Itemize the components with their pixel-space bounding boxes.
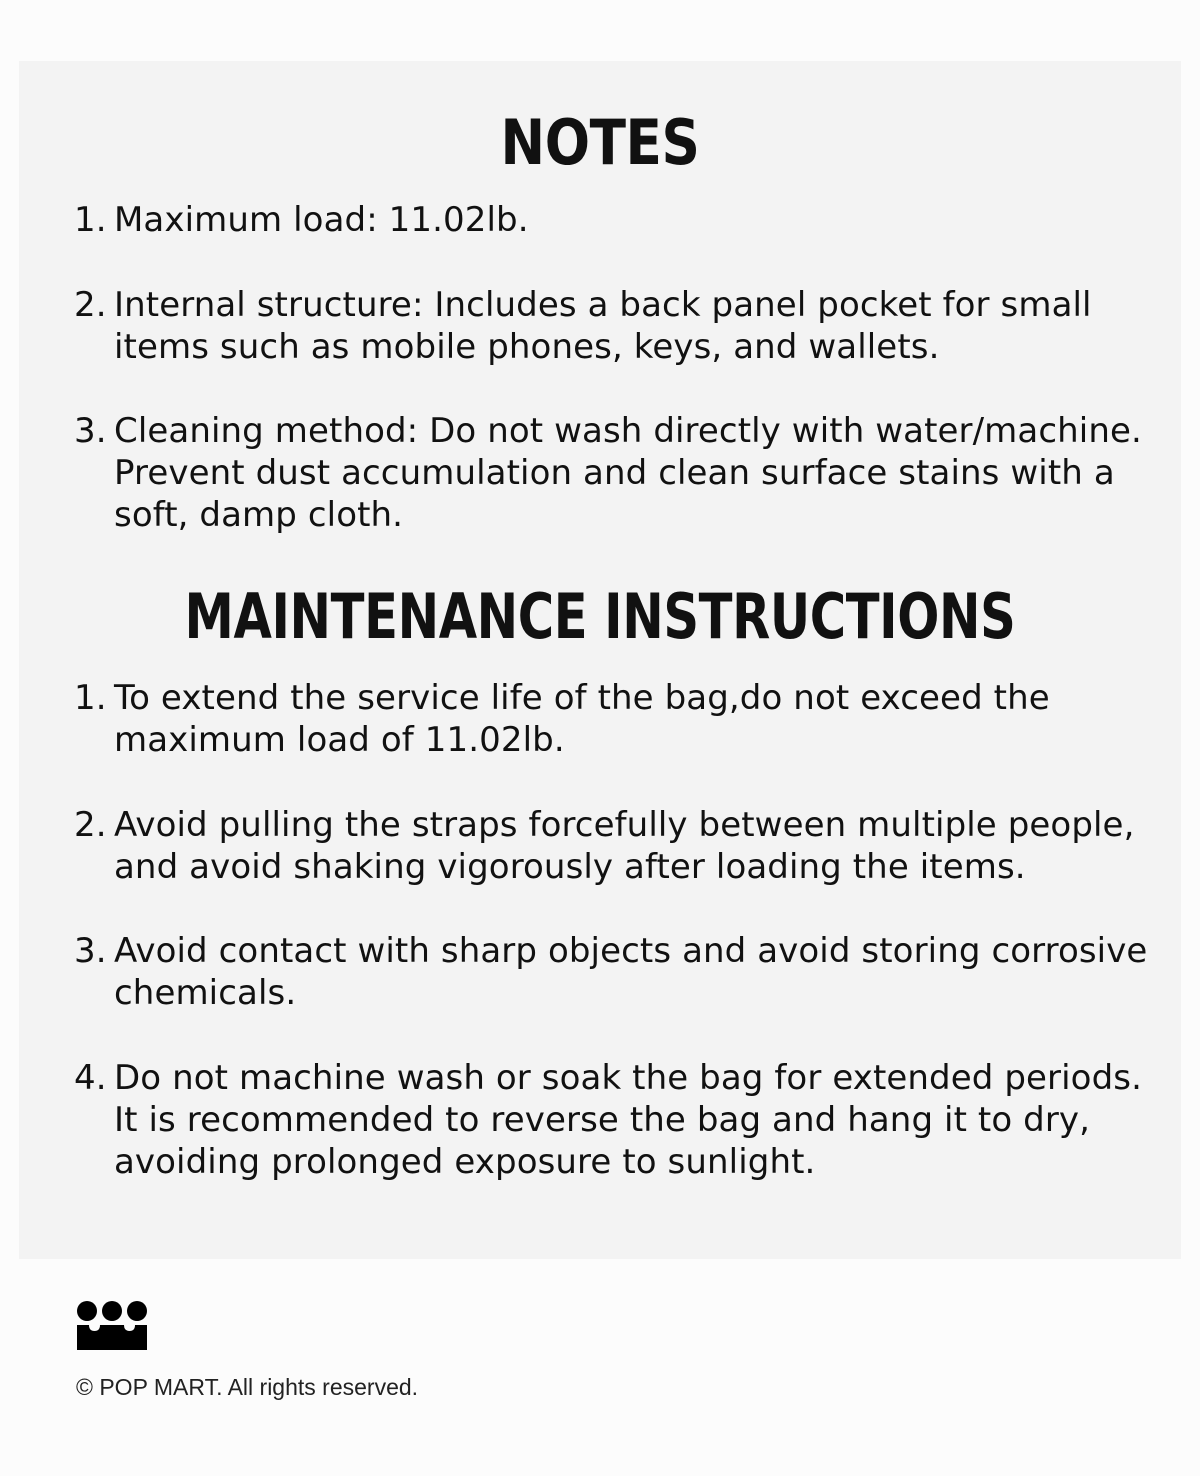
list-item-number: 3. bbox=[74, 411, 107, 451]
list-item-text: Internal structure: Includes a back panel pocket for small items such as mobile phones, keys, and wallets. bbox=[114, 285, 1092, 367]
list-item-number: 1. bbox=[74, 678, 107, 718]
notes-heading: NOTES bbox=[500, 106, 700, 179]
copyright-text: © POP MART. All rights reserved. bbox=[76, 1374, 419, 1400]
maintenance-heading: MAINTENANCE INSTRUCTIONS bbox=[184, 580, 1016, 653]
list-item-text: Maximum load: 11.02lb. bbox=[114, 200, 529, 240]
content-card bbox=[19, 61, 1181, 1259]
list-item-number: 3. bbox=[74, 931, 107, 971]
list-item-number: 4. bbox=[74, 1058, 107, 1098]
list-item-number: 2. bbox=[74, 285, 107, 325]
list-item-text: To extend the service life of the bag,do not exceed the maximum load of 11.02lb. bbox=[114, 678, 1050, 760]
list-item-number: 1. bbox=[74, 200, 107, 240]
list-item-text: Do not machine wash or soak the bag for extended periods. It is recommended to reverse the bag and hang it to dry, avoiding prolonged exposure to sunlight. bbox=[114, 1058, 1142, 1182]
list-item-text: Cleaning method: Do not wash directly with water/machine. Prevent dust accumulation and clean surface stains with a soft, damp cloth. bbox=[114, 411, 1142, 535]
list-item-number: 2. bbox=[74, 805, 107, 845]
pop-mart-logo-icon bbox=[76, 1300, 148, 1350]
list-item-text: Avoid pulling the straps forcefully between multiple people, and avoid shaking vigorously after loading the items. bbox=[114, 805, 1135, 887]
list-item-text: Avoid contact with sharp objects and avoid storing corrosive chemicals. bbox=[114, 931, 1148, 1013]
